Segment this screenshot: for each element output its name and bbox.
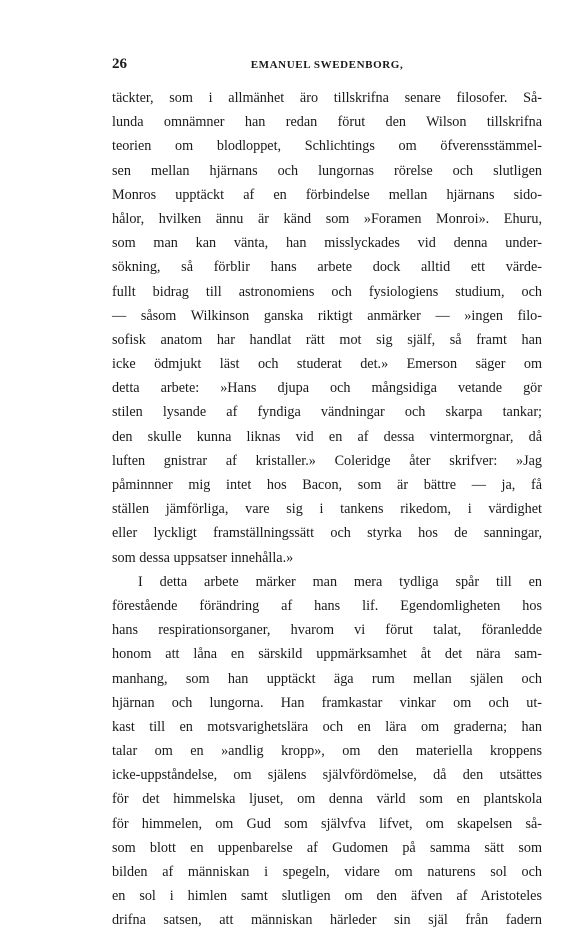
text-line: fullt bidrag till astronomiens och fysiologiens studium, och: [112, 283, 542, 300]
text-line: för det himmelska ljuset, om denna värld som en plantskola: [112, 791, 542, 808]
paragraph-start-line: I detta arbete märker man mera tydliga spår till en: [138, 573, 542, 590]
text-line: som blott en uppenbarelse af Gudomen på samma sätt som: [112, 839, 542, 856]
body-text: [112, 86, 542, 933]
running-title: EMANUEL SWEDENBORG,: [250, 59, 404, 71]
text-line: som man kan vänta, han misslyckades vid denna under-: [112, 235, 542, 252]
text-line: teorien om blodloppet, Schlichtings om öfverensstämmel-: [112, 138, 542, 155]
page-header: [112, 56, 542, 76]
text-line: bilden af människan i spegeln, vidare om naturens sol och: [112, 864, 542, 880]
text-line: sofisk anatom har handlat rätt mot sig själf, så framt han: [112, 331, 542, 348]
text-line: hans respirationsorganer, hvarom vi förut talat, föranledde: [112, 622, 542, 639]
text-line: icke ödmjukt läst och studerat det.» Emerson säger om: [112, 356, 542, 373]
text-line: eller lyckligt framställningssätt och styrka hos de sanningar,: [112, 525, 542, 542]
page-number: 26: [112, 56, 127, 72]
text-line: stilen lysande af fyndiga vändningar och skarpa tankar;: [112, 404, 542, 421]
text-line: en sol i himlen samt slutligen om den äfven af Aristoteles: [112, 888, 542, 905]
text-line: förestående förändring af hans lif. Egendomligheten hos: [112, 597, 542, 614]
text-line: drifna satsen, att människan härleder sin själ från fadern: [112, 912, 542, 929]
text-line: som dessa uppsatser innehålla.»: [112, 549, 294, 566]
text-line: detta arbete: »Hans djupa och mångsidiga vetande gör: [112, 380, 542, 397]
text-line: talar om en »andlig kropp», om den materiella kroppens: [112, 743, 542, 760]
text-line: — såsom Wilkinson ganska riktigt anmärker — »ingen filo-: [112, 307, 542, 324]
text-line: luften gnistrar af kristaller.» Coleridge åter skrifver: »Jag: [112, 452, 542, 469]
text-line: lunda omnämner han redan förut den Wilson tillskrifna: [112, 114, 542, 131]
text-line: kast till en motsvarighetslära och en lära om graderna; han: [112, 718, 542, 735]
text-line: ställen jämförliga, vare sig i tankens rikedom, i värdighet: [112, 501, 542, 518]
text-line: Monros upptäckt af en förbindelse mellan hjärnans sido-: [112, 186, 542, 203]
text-line: för himmelen, om Gud som självfva lifvet, om skapelsen så-: [112, 815, 542, 832]
text-line: icke-uppståndelse, om själens självfördömelse, då den utsättes: [112, 767, 542, 784]
text-line: påminnner mig intet hos Bacon, som är bättre — ja, få: [112, 477, 542, 493]
text-line: den skulle kunna liknas vid en af dessa vintermorgnar, då: [112, 428, 542, 445]
text-line: manhang, som han upptäckt äga rum mellan själen och: [112, 670, 542, 687]
text-line: honom att låna en särskild uppmärksamhet åt det nära sam-: [112, 646, 542, 663]
text-line: täckter, som i allmänhet äro tillskrifna senare filosofer. Så-: [112, 90, 542, 106]
text-line: sen mellan hjärnans och lungornas rörelse och slutligen: [112, 162, 542, 179]
text-line: hjärnan och lungorna. Han framkastar vinkar om och ut-: [112, 694, 542, 711]
text-line: hålor, hvilken ännu är känd som »Foramen Monroi». Ehuru,: [112, 210, 542, 227]
text-line: sökning, så förblir hans arbete dock alltid ett värde-: [112, 259, 542, 276]
